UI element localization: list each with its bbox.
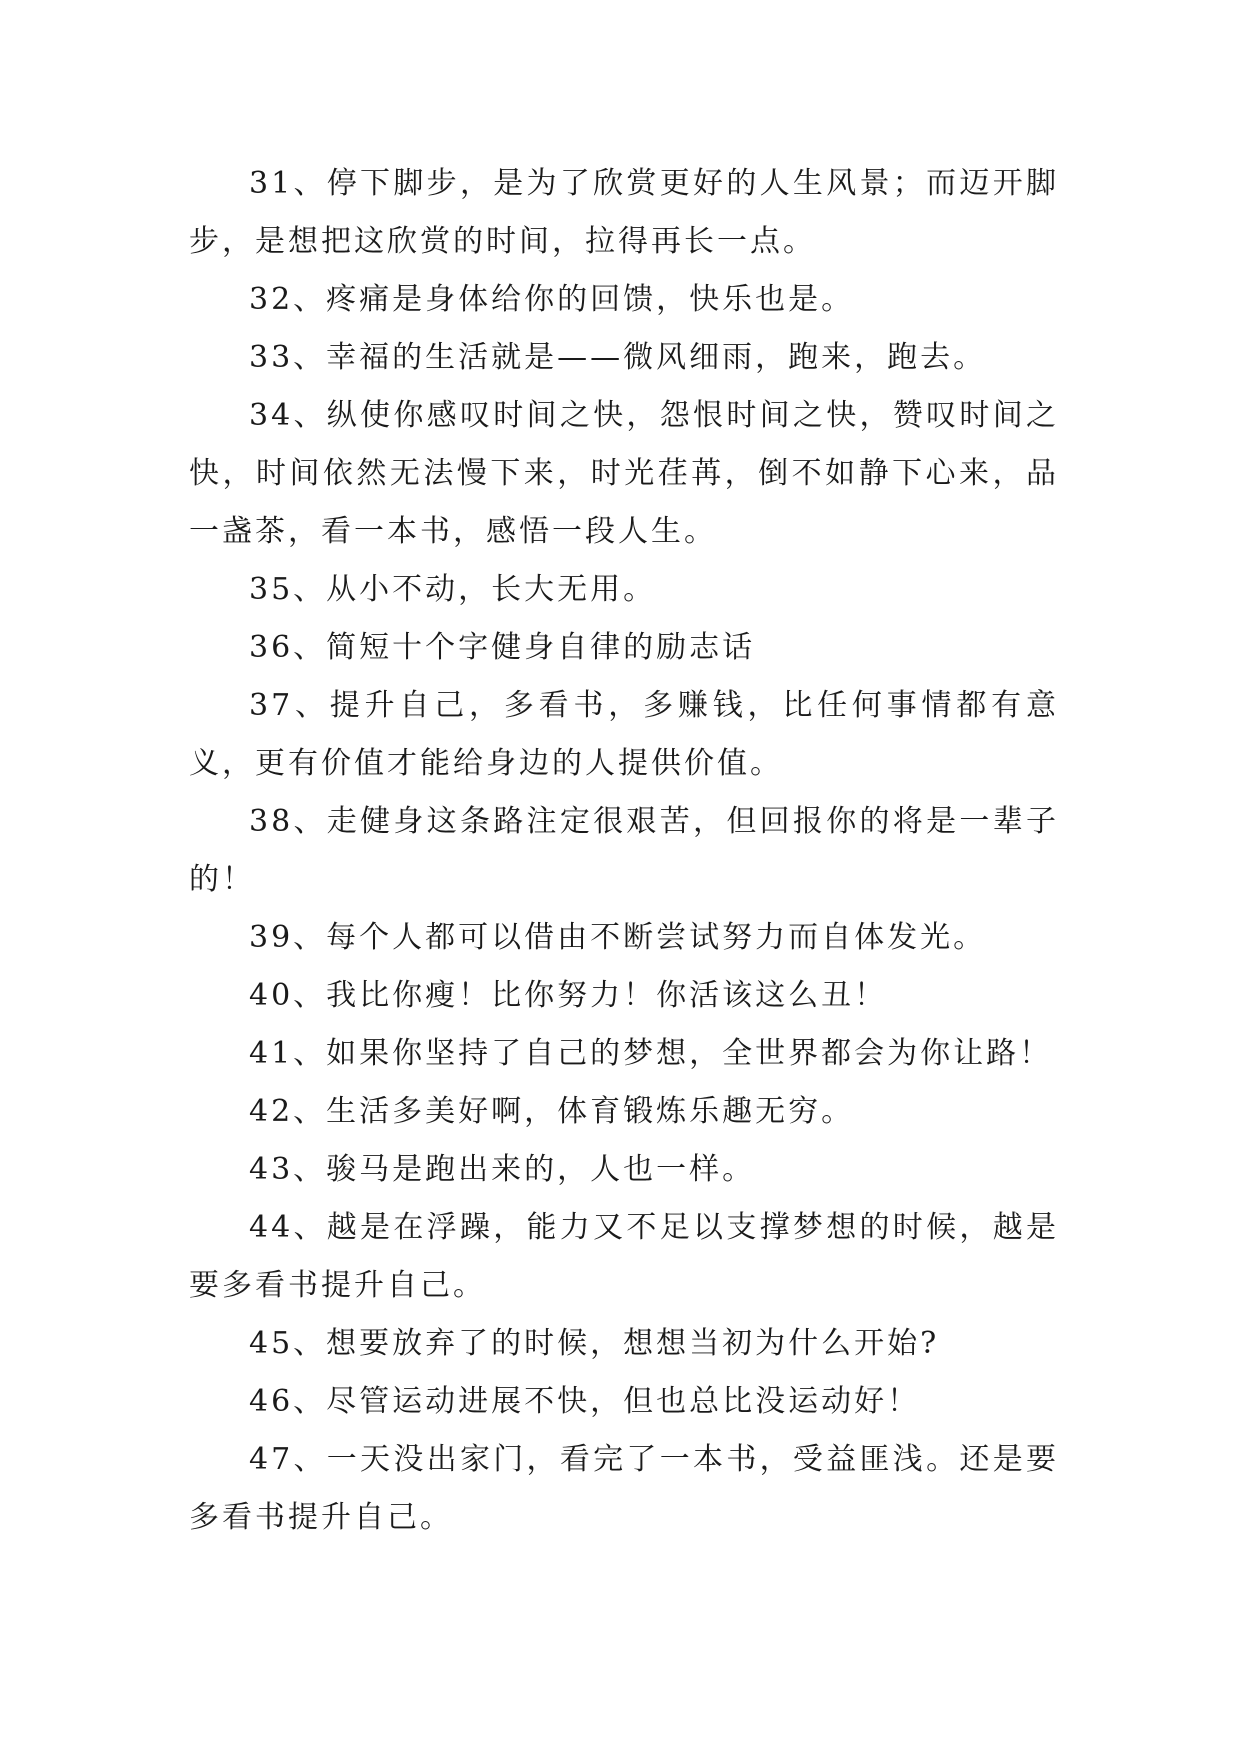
paragraph-42: 42、生活多美好啊，体育锻炼乐趣无穷。 <box>249 1094 855 1129</box>
paragraph-41: 41、如果你坚持了自己的梦想，全世界都会为你让路！ <box>249 1036 1053 1071</box>
paragraph-34: 34、纵使你感叹时间之快，怨恨时间之快，赞叹时间之快，时间依然无法慢下来，时光荏苒，倒不如静下心来，品一盏茶，看一本书，感悟一段人生。 <box>189 398 1059 549</box>
paragraph-37: 37、提升自己，多看书，多赚钱，比任何事情都有意义，更有价值才能给身边的人提供价值。 <box>189 688 1059 781</box>
paragraph-33: 33、幸福的生活就是——微风细雨，跑来，跑去。 <box>249 340 987 375</box>
paragraph-31: 31、停下脚步，是为了欣赏更好的人生风景；而迈开脚步，是想把这欣赏的时间，拉得再长一点。 <box>189 166 1059 259</box>
paragraph-43: 43、骏马是跑出来的，人也一样。 <box>249 1152 756 1187</box>
paragraph-38: 38、走健身这条路注定很艰苦，但回报你的将是一辈子的！ <box>189 804 1059 897</box>
paragraph-36: 36、简短十个字健身自律的励志话 <box>249 630 756 665</box>
paragraph-39: 39、每个人都可以借由不断尝试努力而自体发光。 <box>249 920 987 955</box>
paragraph-46: 46、尽管运动进展不快，但也总比没运动好！ <box>249 1384 921 1419</box>
paragraph-35: 35、从小不动，长大无用。 <box>249 572 657 607</box>
paragraph-47: 47、一天没出家门，看完了一本书，受益匪浅。还是要多看书提升自己。 <box>189 1442 1059 1535</box>
paragraph-40: 40、我比你瘦！比你努力！你活该这么丑！ <box>249 978 888 1013</box>
paragraph-32: 32、疼痛是身体给你的回馈，快乐也是。 <box>249 282 855 317</box>
document-body <box>189 155 1059 1547</box>
paragraph-45: 45、想要放弃了的时候，想想当初为什么开始? <box>249 1326 940 1361</box>
paragraph-44: 44、越是在浮躁，能力又不足以支撑梦想的时候，越是要多看书提升自己。 <box>189 1210 1059 1303</box>
